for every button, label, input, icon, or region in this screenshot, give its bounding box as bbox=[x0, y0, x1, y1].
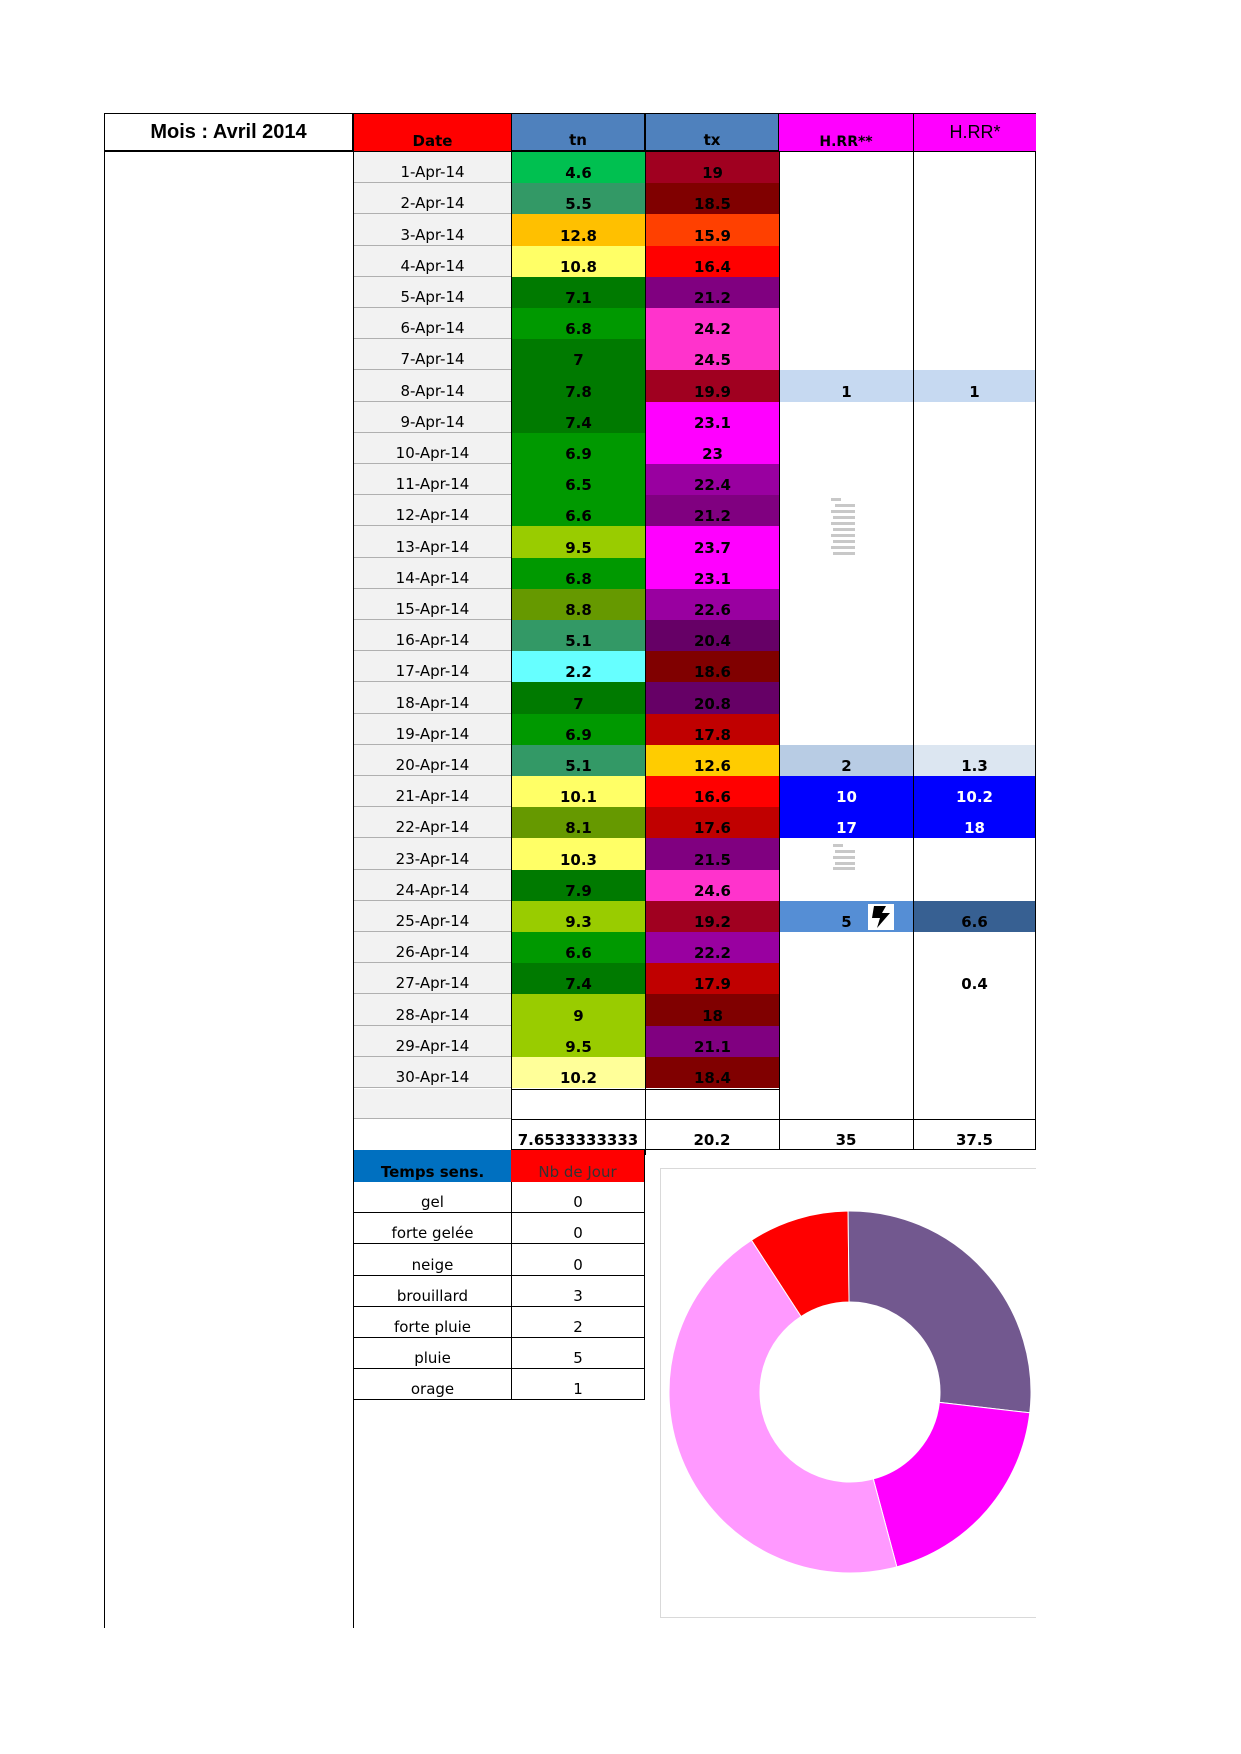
date-cell: 23-Apr-14 bbox=[354, 838, 511, 870]
hrr2-cell bbox=[780, 963, 913, 994]
tn-cell: 8.1 bbox=[512, 807, 645, 838]
tx-cell: 21.2 bbox=[646, 495, 779, 526]
tx-cell: 12.6 bbox=[646, 745, 779, 776]
hrr1-cell bbox=[914, 183, 1035, 214]
hrr2-cell bbox=[780, 714, 913, 745]
tn-cell: 7 bbox=[512, 339, 645, 370]
weather-count-cell: 5 bbox=[511, 1338, 645, 1369]
hrr1-cell: 18 bbox=[914, 807, 1035, 838]
tx-cell: 18.4 bbox=[646, 1057, 779, 1088]
tn-cell: 5.5 bbox=[512, 183, 645, 214]
tx-cell: 19 bbox=[646, 152, 779, 183]
tn-cell: 8.8 bbox=[512, 589, 645, 620]
hrr2-cell bbox=[780, 1057, 913, 1088]
hrr2-cell bbox=[780, 214, 913, 246]
tx-cell: 23.1 bbox=[646, 402, 779, 433]
tx-cell: 18.6 bbox=[646, 651, 779, 682]
weather-label-cell: pluie bbox=[354, 1338, 511, 1369]
lightning-icon bbox=[868, 904, 894, 930]
tn-cell: 6.5 bbox=[512, 464, 645, 495]
weather-label-cell: forte pluie bbox=[354, 1307, 511, 1338]
hrr2-left-line bbox=[779, 151, 780, 1149]
header-tx: tx bbox=[645, 113, 779, 151]
hrr2-cell bbox=[780, 308, 913, 339]
hrr1-cell bbox=[914, 714, 1035, 745]
date-cell: 20-Apr-14 bbox=[354, 745, 511, 776]
tx-cell: 24.5 bbox=[646, 339, 779, 370]
tn-cell: 6.8 bbox=[512, 308, 645, 339]
tx-cell: 22.2 bbox=[646, 932, 779, 963]
weather-header-label: Temps sens. bbox=[354, 1150, 511, 1182]
hrr1-cell bbox=[914, 308, 1035, 339]
date-cell: 24-Apr-14 bbox=[354, 870, 511, 901]
tn-cell: 9.3 bbox=[512, 901, 645, 932]
header-hrr2: H.RR** bbox=[779, 113, 913, 151]
hrr2-cell bbox=[780, 402, 913, 433]
hrr1-cell bbox=[914, 558, 1035, 589]
tn-cell: 6.9 bbox=[512, 433, 645, 464]
header-hrr1: H.RR* bbox=[913, 113, 1036, 151]
hrr1-right-line bbox=[1035, 151, 1036, 1149]
hrr2-cell bbox=[780, 651, 913, 682]
total-tx: 20.2 bbox=[693, 1131, 731, 1149]
donut-chart bbox=[660, 1168, 1036, 1618]
date-cell: 1-Apr-14 bbox=[354, 152, 511, 183]
hrr1-cell bbox=[914, 214, 1035, 246]
hrr1-cell bbox=[914, 402, 1035, 433]
tn-cell: 6.6 bbox=[512, 932, 645, 963]
date-cell: 9-Apr-14 bbox=[354, 402, 511, 433]
tn-cell: 7.8 bbox=[512, 370, 645, 402]
hrr1-cell bbox=[914, 589, 1035, 620]
hrr2-cell bbox=[780, 1026, 913, 1057]
weather-label-cell: orage bbox=[354, 1369, 511, 1400]
weather-count-cell: 2 bbox=[511, 1307, 645, 1338]
tx-cell: 22.6 bbox=[646, 589, 779, 620]
tn-cell: 7 bbox=[512, 682, 645, 714]
pie-slice-2 bbox=[873, 1402, 1030, 1566]
tx-cell: 19.9 bbox=[646, 370, 779, 402]
date-cell: 13-Apr-14 bbox=[354, 526, 511, 558]
date-cell: 19-Apr-14 bbox=[354, 714, 511, 745]
hrr2-cell bbox=[780, 246, 913, 277]
date-cell: 11-Apr-14 bbox=[354, 464, 511, 495]
empty-row-line bbox=[511, 1089, 779, 1090]
fog-icon bbox=[831, 842, 857, 870]
hrr1-cell bbox=[914, 152, 1035, 183]
page-title: Mois : Avril 2014 bbox=[150, 120, 307, 143]
hrr2-cell bbox=[780, 464, 913, 495]
hrr1-cell bbox=[914, 838, 1035, 870]
tn-cell: 9 bbox=[512, 994, 645, 1026]
weather-count-cell: 0 bbox=[511, 1182, 645, 1213]
total-hrr1: 37.5 bbox=[955, 1131, 993, 1149]
date-cell: 7-Apr-14 bbox=[354, 339, 511, 370]
date-cell: 27-Apr-14 bbox=[354, 963, 511, 994]
tx-cell: 22.4 bbox=[646, 464, 779, 495]
tx-cell: 20.4 bbox=[646, 620, 779, 651]
hrr2-cell bbox=[780, 183, 913, 214]
hrr1-cell: 1 bbox=[914, 370, 1035, 402]
date-cell: 2-Apr-14 bbox=[354, 183, 511, 214]
total-tn: 7.6533333333 bbox=[517, 1131, 639, 1149]
date-cell: 30-Apr-14 bbox=[354, 1057, 511, 1088]
hrr2-cell: 5 bbox=[780, 901, 913, 932]
tn-cell: 9.5 bbox=[512, 526, 645, 558]
tn-cell: 10.3 bbox=[512, 838, 645, 870]
tx-cell: 23.7 bbox=[646, 526, 779, 558]
weather-count-cell: 0 bbox=[511, 1213, 645, 1244]
tn-cell: 6.9 bbox=[512, 714, 645, 745]
hrr2-cell bbox=[780, 932, 913, 963]
date-cell: 18-Apr-14 bbox=[354, 682, 511, 714]
tx-cell: 23 bbox=[646, 433, 779, 464]
hrr1-cell: 6.6 bbox=[914, 901, 1035, 932]
date-cell: 12-Apr-14 bbox=[354, 495, 511, 526]
tn-cell: 7.1 bbox=[512, 277, 645, 308]
date-cell: 10-Apr-14 bbox=[354, 433, 511, 464]
date-cell: 29-Apr-14 bbox=[354, 1026, 511, 1057]
tn-cell: 2.2 bbox=[512, 651, 645, 682]
tn-cell: 9.5 bbox=[512, 1026, 645, 1057]
header-tn: tn bbox=[511, 113, 645, 151]
weather-label-cell: forte gelée bbox=[354, 1213, 511, 1244]
hrr1-cell bbox=[914, 620, 1035, 651]
tn-cell: 7.9 bbox=[512, 870, 645, 901]
tx-cell: 20.8 bbox=[646, 682, 779, 714]
hrr2-cell bbox=[780, 620, 913, 651]
hrr1-cell bbox=[914, 277, 1035, 308]
left-border bbox=[104, 151, 105, 1628]
tx-cell: 21.2 bbox=[646, 277, 779, 308]
tn-cell: 10.8 bbox=[512, 246, 645, 277]
hrr2-cell bbox=[780, 152, 913, 183]
date-cell: 3-Apr-14 bbox=[354, 214, 511, 246]
tx-cell: 15.9 bbox=[646, 214, 779, 246]
hrr2-cell: 1 bbox=[780, 370, 913, 402]
hrr2-cell bbox=[780, 277, 913, 308]
title-cell bbox=[104, 113, 353, 151]
tx-cell: 17.9 bbox=[646, 963, 779, 994]
date-cell: 6-Apr-14 bbox=[354, 308, 511, 339]
hrr1-cell bbox=[914, 339, 1035, 370]
date-cell: 26-Apr-14 bbox=[354, 932, 511, 963]
hrr1-cell bbox=[914, 932, 1035, 963]
tn-cell: 7.4 bbox=[512, 963, 645, 994]
date-cell: 4-Apr-14 bbox=[354, 246, 511, 277]
date-cell: 17-Apr-14 bbox=[354, 651, 511, 682]
hrr1-cell: 1.3 bbox=[914, 745, 1035, 776]
tn-cell: 10.2 bbox=[512, 1057, 645, 1088]
hrr1-cell bbox=[914, 682, 1035, 714]
weather-count-cell: 3 bbox=[511, 1276, 645, 1307]
tx-cell: 24.2 bbox=[646, 308, 779, 339]
tx-cell: 23.1 bbox=[646, 558, 779, 589]
hrr1-cell bbox=[914, 464, 1035, 495]
tn-cell: 6.6 bbox=[512, 495, 645, 526]
weather-label-cell: neige bbox=[354, 1244, 511, 1276]
date-cell: 28-Apr-14 bbox=[354, 994, 511, 1026]
hrr2-cell: 10 bbox=[780, 776, 913, 807]
hrr2-cell: 2 bbox=[780, 745, 913, 776]
tx-cell: 16.6 bbox=[646, 776, 779, 807]
tn-cell: 6.8 bbox=[512, 558, 645, 589]
hrr1-cell: 10.2 bbox=[914, 776, 1035, 807]
hrr2-cell bbox=[780, 682, 913, 714]
tx-cell: 24.6 bbox=[646, 870, 779, 901]
empty-row bbox=[354, 1089, 511, 1119]
pie-slice-1 bbox=[848, 1211, 1031, 1413]
tn-cell: 5.1 bbox=[512, 620, 645, 651]
hrr2-cell: 17 bbox=[780, 807, 913, 838]
tn-left-line bbox=[511, 151, 512, 1155]
fog-icon bbox=[829, 496, 857, 556]
date-cell: 5-Apr-14 bbox=[354, 277, 511, 308]
hrr1-cell bbox=[914, 1057, 1035, 1088]
tx-cell: 18 bbox=[646, 994, 779, 1026]
date-cell: 22-Apr-14 bbox=[354, 807, 511, 838]
hrr2-cell bbox=[780, 870, 913, 901]
hrr1-cell bbox=[914, 994, 1035, 1026]
weather-count-cell: 1 bbox=[511, 1369, 645, 1400]
tx-cell: 17.8 bbox=[646, 714, 779, 745]
weather-count-cell: 0 bbox=[511, 1244, 645, 1276]
hrr1-cell bbox=[914, 526, 1035, 558]
tx-cell: 18.5 bbox=[646, 183, 779, 214]
hrr1-cell bbox=[914, 870, 1035, 901]
tn-cell: 4.6 bbox=[512, 152, 645, 183]
tn-cell: 7.4 bbox=[512, 402, 645, 433]
date-cell: 14-Apr-14 bbox=[354, 558, 511, 589]
tn-cell: 12.8 bbox=[512, 214, 645, 246]
date-cell: 21-Apr-14 bbox=[354, 776, 511, 807]
hrr1-cell bbox=[914, 433, 1035, 464]
tx-cell: 21.5 bbox=[646, 838, 779, 870]
weather-label-cell: gel bbox=[354, 1182, 511, 1213]
tn-cell: 5.1 bbox=[512, 745, 645, 776]
hrr1-cell bbox=[914, 651, 1035, 682]
hrr2-cell bbox=[780, 994, 913, 1026]
date-cell: 16-Apr-14 bbox=[354, 620, 511, 651]
hrr1-cell bbox=[914, 246, 1035, 277]
date-cell: 25-Apr-14 bbox=[354, 901, 511, 932]
hrr1-left-line bbox=[913, 151, 914, 1149]
hrr2-cell bbox=[780, 339, 913, 370]
hrr1-cell bbox=[914, 495, 1035, 526]
hrr2-cell bbox=[780, 433, 913, 464]
tx-left-line bbox=[645, 151, 646, 1155]
weather-label-cell: brouillard bbox=[354, 1276, 511, 1307]
tx-cell: 19.2 bbox=[646, 901, 779, 932]
tn-cell: 10.1 bbox=[512, 776, 645, 807]
hrr2-cell bbox=[780, 558, 913, 589]
tx-cell: 17.6 bbox=[646, 807, 779, 838]
tx-cell: 16.4 bbox=[646, 246, 779, 277]
hrr2-cell bbox=[780, 589, 913, 620]
date-cell: 15-Apr-14 bbox=[354, 589, 511, 620]
hrr1-cell: 0.4 bbox=[961, 975, 988, 993]
hrr1-cell bbox=[914, 1026, 1035, 1057]
date-cell: 8-Apr-14 bbox=[354, 370, 511, 402]
total-hrr2: 35 bbox=[835, 1131, 857, 1149]
tx-cell: 21.1 bbox=[646, 1026, 779, 1057]
header-date: Date bbox=[354, 113, 511, 151]
weather-header-count: Nb de Jour bbox=[511, 1150, 645, 1182]
